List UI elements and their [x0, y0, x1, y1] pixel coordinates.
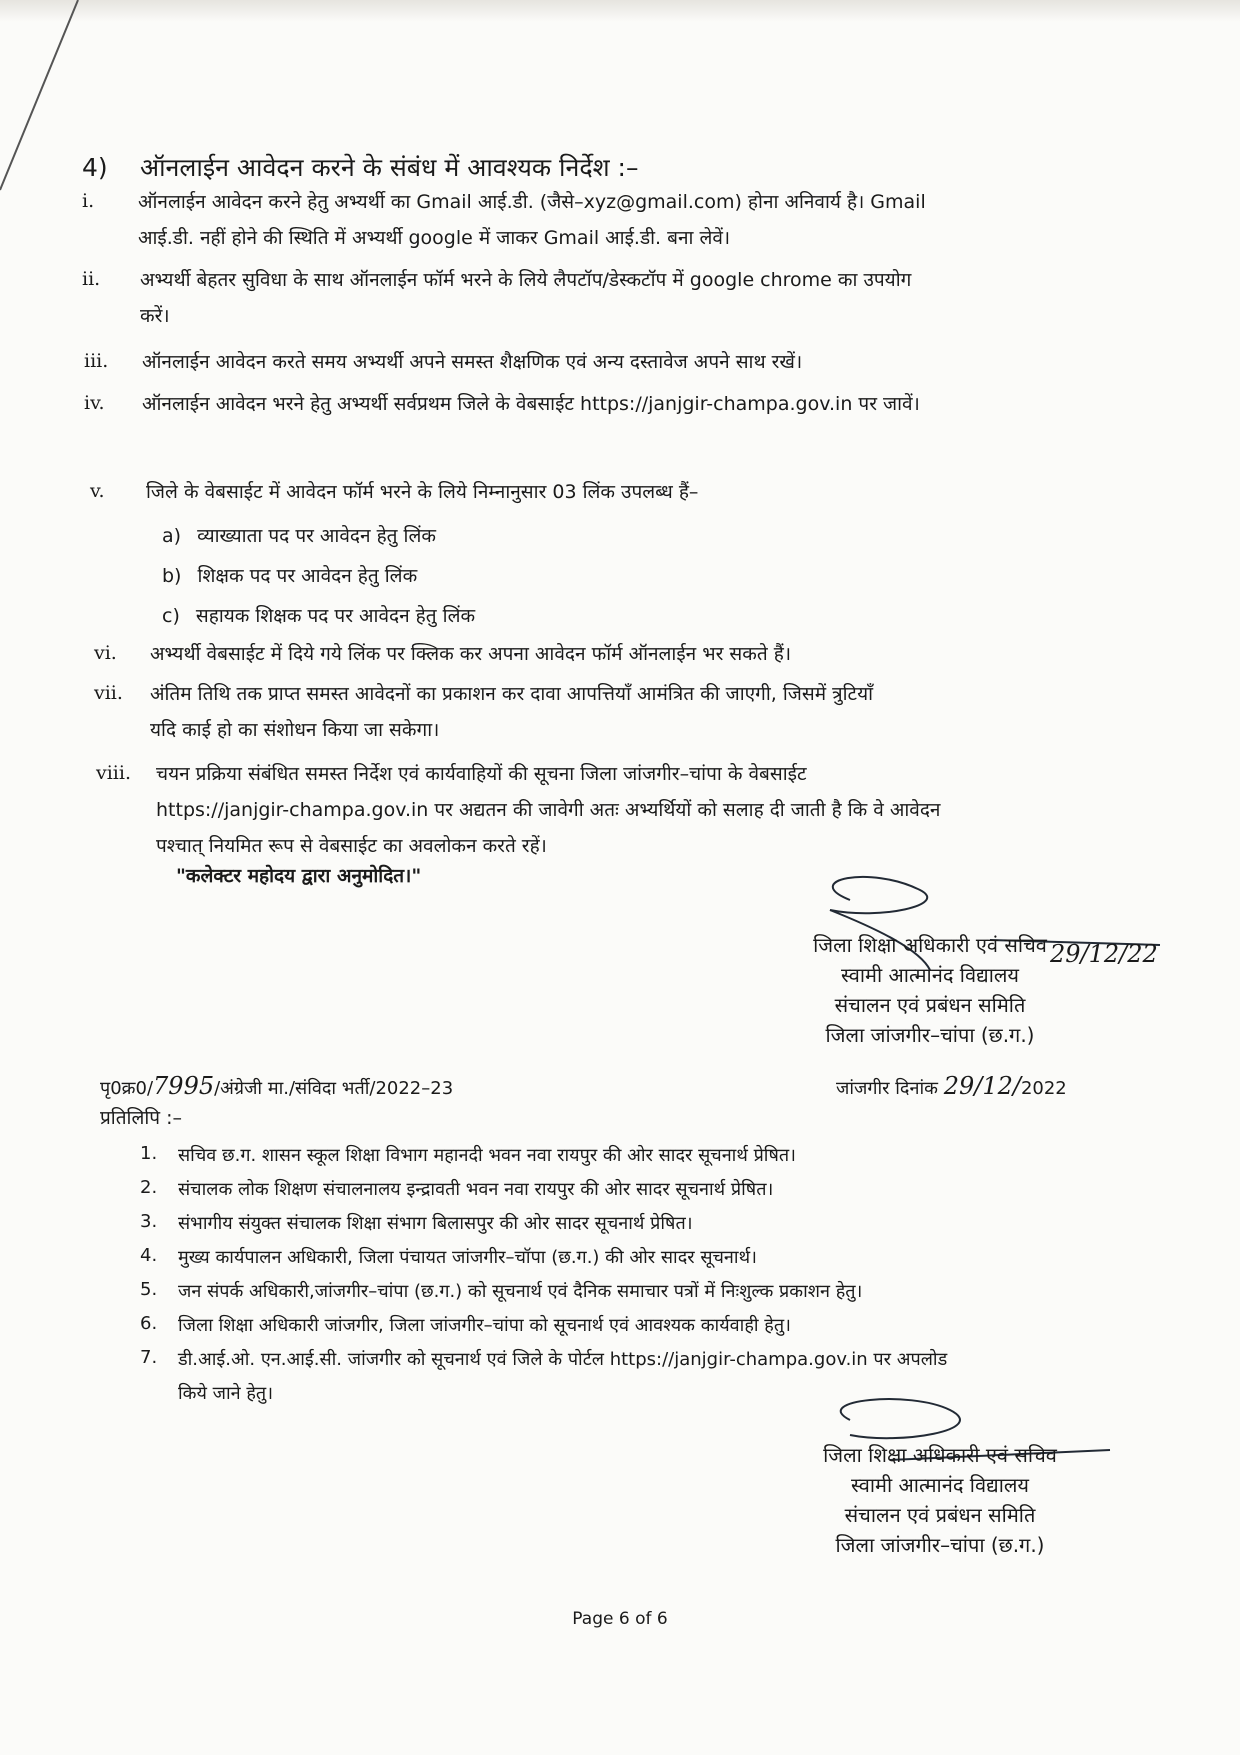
item-text: मुख्य कार्यपालन अधिकारी, जिला पंचायत जांजगीर–चॉपा (छ.ग.) की ओर सादर सूचनार्थ। [178, 1247, 757, 1268]
item-text: जन संपर्क अधिकारी,जांजगीर–चांपा (छ.ग.) को सूचनार्थ एवं दैनिक समाचार पत्रों में निःशुल्क प्रकाशन हेतु। [178, 1281, 863, 1302]
link-text: शिक्षक पद पर आवेदन हेतु लिंक [197, 565, 418, 587]
date-hand: 29/12/ [943, 1072, 1021, 1100]
date-year: 2022 [1020, 1078, 1067, 1099]
approval-note: "कलेक्टर महोदय द्वारा अनुमोदित।" [176, 865, 422, 887]
item-number: 4. [140, 1245, 158, 1266]
item-number: 1. [140, 1143, 158, 1164]
instruction-line: यदि काई हो का संशोधन किया जा सकेगा। [150, 719, 440, 741]
instruction-iv [142, 386, 920, 422]
link-label: b) [162, 565, 182, 587]
section-number: 4) [82, 153, 108, 182]
item-number: 6. [140, 1313, 158, 1334]
item-label-vii: vii. [94, 682, 123, 704]
link-item-a [162, 522, 436, 548]
signatory-committee: संचालन एवं प्रबंधन समिति [834, 993, 1026, 1017]
signatory-district: जिला जांजगीर–चांपा (छ.ग.) [825, 1023, 1035, 1047]
signatory-district: जिला जांजगीर–चांपा (छ.ग.) [835, 1533, 1045, 1557]
handwritten-date: 29/12/22 [1050, 940, 1158, 968]
instruction-i [138, 184, 926, 256]
link-item-b [162, 562, 417, 588]
item-label-i: i. [82, 190, 95, 212]
signature-block-2 [770, 1440, 1110, 1560]
list-item [140, 1177, 1140, 1211]
item-label-iv: iv. [84, 392, 105, 414]
item-text: डी.आई.ओ. एन.आई.सी. जांजगीर को सूचनार्थ एवं जिले के पोर्टल https://janjgir-champa.gov.in पर अपलोड [178, 1349, 948, 1370]
instruction-line: https://janjgir-champa.gov.in पर अद्यतन की जावेगी अतः अभ्यर्थियों को सलाह दी जाती है कि वे आवेदन [156, 799, 941, 821]
signatory-designation: जिला शिक्षा अधिकारी एवं सचिव [823, 1443, 1057, 1467]
instruction-line: ऑनलाईन आवेदन भरने हेतु अभ्यर्थी सर्वप्रथम जिले के वेबसाईट https://janjgir-champa.gov.in पर जावें। [142, 393, 920, 415]
instruction-line: करें। [140, 305, 170, 327]
instruction-line: पश्चात् नियमित रूप से वेबसाईट का अवलोकन करते रहें। [156, 835, 547, 857]
signatory-committee: संचालन एवं प्रबंधन समिति [844, 1503, 1036, 1527]
item-text: संभागीय संयुक्त संचालक शिक्षा संभाग बिलासपुर की ओर सादर सूचनार्थ प्रेषित। [178, 1213, 693, 1234]
page-fold-line [0, 0, 90, 200]
place-date [836, 1072, 1067, 1100]
signatory-designation: जिला शिक्षा अधिकारी एवं सचिव [813, 933, 1047, 957]
item-text: जिला शिक्षा अधिकारी जांजगीर, जिला जांजगीर–चांपा को सूचनार्थ एवं आवश्यक कार्यवाही हेतु। [178, 1315, 791, 1336]
instruction-line: आई.डी. नहीं होने की स्थिति में अभ्यर्थी google में जाकर Gmail आई.डी. बना लेवें। [138, 227, 731, 249]
instruction-line: ऑनलाईन आवेदन करने हेतु अभ्यर्थी का Gmail आई.डी. (जैसे–xyz@gmail.com) होना अनिवार्य है। Gmail [138, 191, 926, 213]
item-number: 2. [140, 1177, 158, 1198]
list-item [140, 1279, 1140, 1313]
instruction-line: चयन प्रक्रिया संबंधित समस्त निर्देश एवं कार्यवाहियों की सूचना जिला जांजगीर–चांपा के वेबसाईट [156, 763, 807, 785]
item-label-ii: ii. [82, 268, 101, 290]
item-label-iii: iii. [84, 350, 109, 372]
copy-to-list [140, 1143, 1140, 1415]
reference-rest: /अंग्रेजी मा./संविदा भर्ती/2022–23 [214, 1078, 454, 1099]
instruction-line: अभ्यर्थी बेहतर सुविधा के साथ ऑनलाईन फॉर्म भरने के लिये लैपटॉप/डेस्कटॉप में google chrome का उपयोग [140, 269, 912, 291]
instruction-vii [150, 676, 1180, 748]
item-label-viii: viii. [96, 762, 132, 784]
item-number: 5. [140, 1279, 158, 1300]
section-title: ऑनलाईन आवेदन करने के संबंध में आवश्यक निर्देश :– [139, 153, 639, 182]
section-heading [82, 150, 638, 184]
link-text: व्याख्याता पद पर आवेदन हेतु लिंक [197, 525, 436, 547]
item-number: 7. [140, 1347, 158, 1368]
list-item [140, 1143, 1140, 1177]
signatory-school: स्वामी आत्मानंद विद्यालय [850, 1473, 1030, 1497]
item-text: किये जाने हेतु। [178, 1383, 274, 1404]
instruction-viii [156, 756, 1186, 864]
reference-number [100, 1072, 453, 1100]
top-edge-shadow [0, 0, 1240, 22]
item-label-vi: vi. [94, 642, 117, 664]
item-label-v: v. [90, 480, 105, 502]
signatory-school: स्वामी आत्मानंद विद्यालय [840, 963, 1020, 987]
item-text: सचिव छ.ग. शासन स्कूल शिक्षा विभाग महानदी भवन नवा रायपुर की ओर सादर सूचनार्थ प्रेषित। [178, 1145, 796, 1166]
list-item [140, 1347, 1140, 1381]
instruction-vi [150, 636, 791, 672]
instruction-line: अंतिम तिथि तक प्राप्त समस्त आवेदनों का प्रकाशन कर दावा आपत्तियाँ आमंत्रित की जाएगी, जिसमें त्रुटियाँ [150, 683, 874, 705]
instruction-ii [140, 262, 911, 334]
copy-to-heading: प्रतिलिपि :– [100, 1107, 183, 1129]
item-text: संचालक लोक शिक्षण संचालनालय इन्द्रावती भवन नवा रायपुर की ओर सादर सूचनार्थ प्रेषित। [178, 1179, 774, 1200]
reference-number-hand: 7995 [153, 1072, 215, 1100]
page-number: Page 6 of 6 [572, 1609, 668, 1629]
list-item [140, 1211, 1140, 1245]
reference-prefix: पृ0क्र0/ [100, 1078, 154, 1099]
signature-block [760, 930, 1100, 1050]
instruction-v [146, 474, 698, 510]
instruction-line: अभ्यर्थी वेबसाईट में दिये गये लिंक पर क्लिक कर अपना आवेदन फॉर्म ऑनलाईन भर सकते हैं। [150, 643, 792, 665]
instruction-iii [142, 344, 802, 380]
item-number: 3. [140, 1211, 158, 1232]
link-label: a) [162, 525, 182, 547]
instruction-line: ऑनलाईन आवेदन करते समय अभ्यर्थी अपने समस्त शैक्षणिक एवं अन्य दस्तावेज अपने साथ रखें। [142, 351, 803, 373]
link-text: सहायक शिक्षक पद पर आवेदन हेतु लिंक [195, 605, 476, 627]
list-item [140, 1245, 1140, 1279]
link-item-c [162, 602, 475, 628]
link-label: c) [162, 605, 180, 627]
instruction-line: जिले के वेबसाईट में आवेदन फॉर्म भरने के लिये निम्नानुसार 03 लिंक उपलब्ध हैं– [146, 481, 699, 503]
list-item [140, 1313, 1140, 1347]
place-date-label: जांजगीर दिनांक [836, 1078, 938, 1099]
